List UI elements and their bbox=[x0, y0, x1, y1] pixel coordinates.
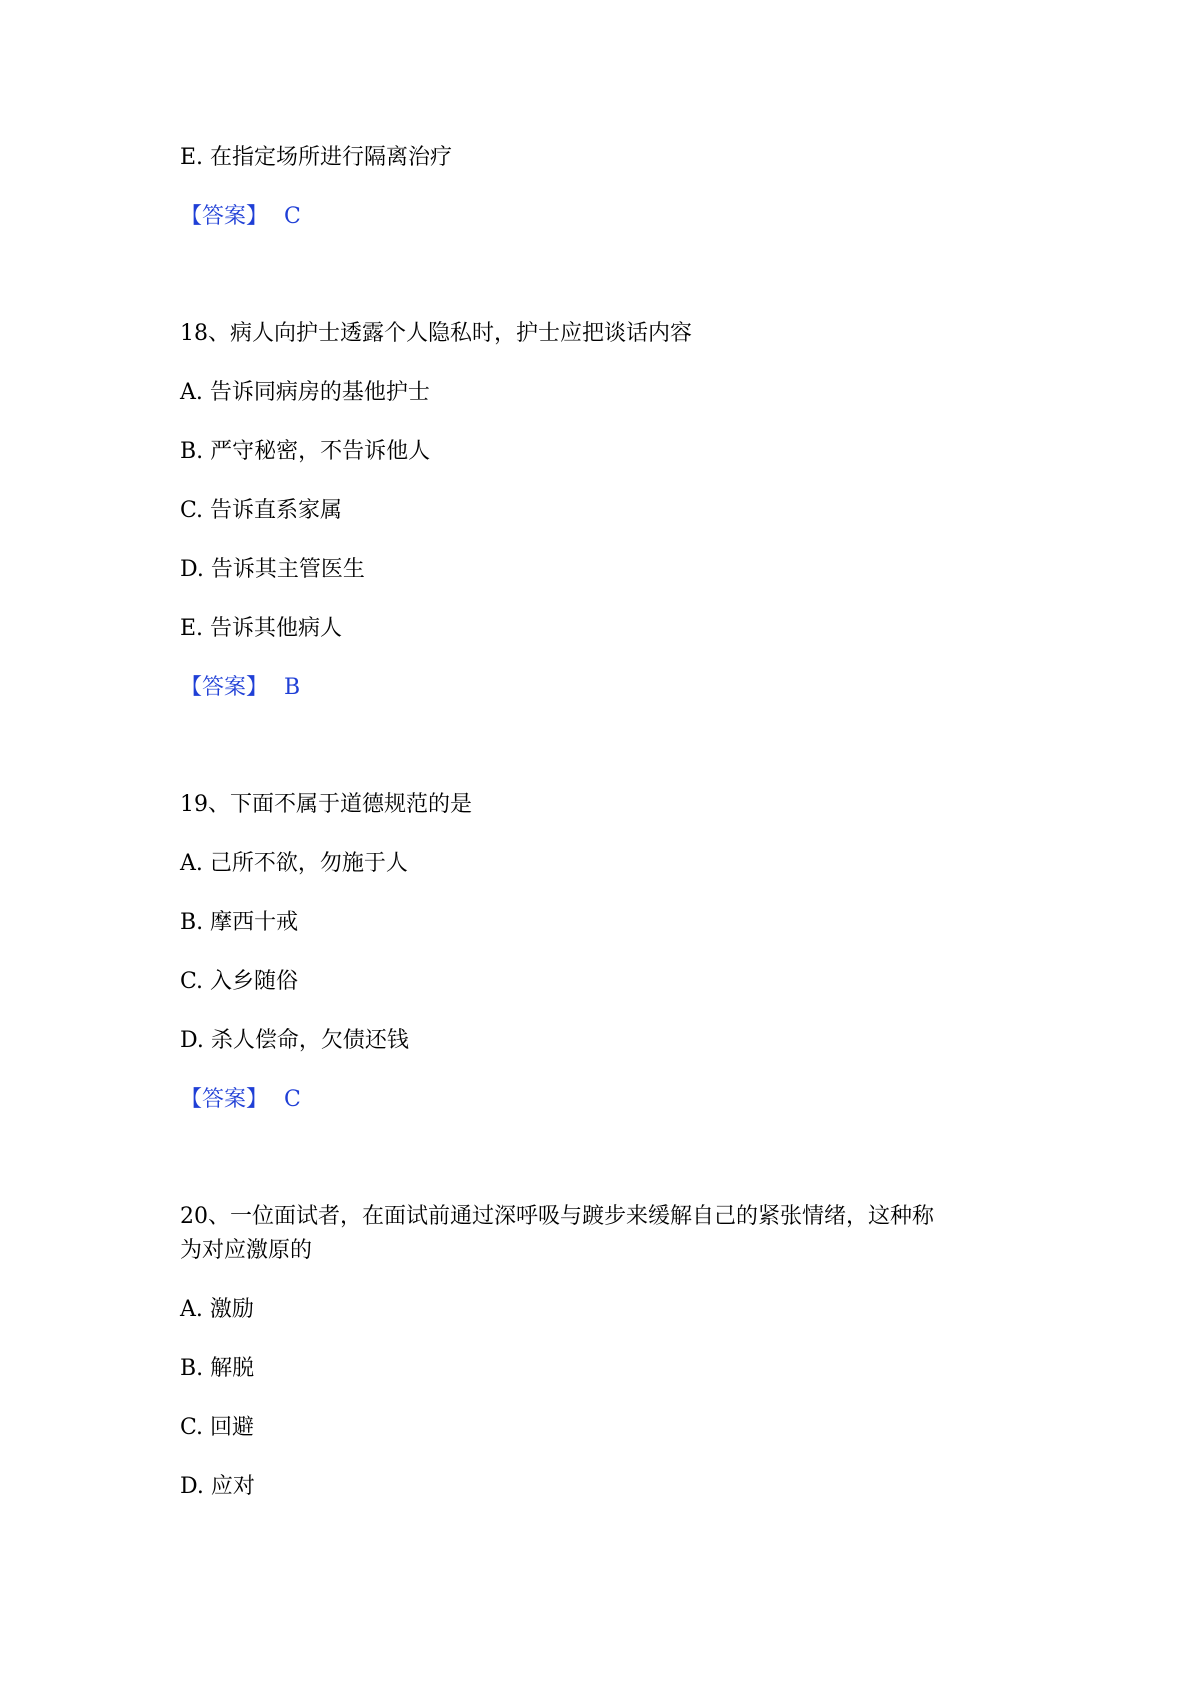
q19-option-b: B. 摩西十戒 bbox=[180, 910, 299, 935]
q19-option-d: D. 杀人偿命，欠债还钱 bbox=[180, 1028, 409, 1053]
answer-label: 【答案】 bbox=[180, 1087, 269, 1112]
q20-option-b: B. 解脱 bbox=[180, 1356, 255, 1381]
q19-answer bbox=[180, 1085, 301, 1115]
q19-stem: 19、下面不属于道德规范的是 bbox=[180, 792, 472, 817]
q18-option-b: B. 严守秘密，不告诉他人 bbox=[180, 439, 431, 464]
q17-answer bbox=[180, 202, 301, 232]
answer-label: 【答案】 bbox=[180, 204, 269, 229]
answer-value: C bbox=[284, 1087, 301, 1112]
q18-option-e: E. 告诉其他病人 bbox=[180, 616, 343, 641]
q20-stem-line1: 20、一位面试者，在面试前通过深呼吸与踱步来缓解自己的紧张情绪，这种称 bbox=[180, 1204, 934, 1229]
q18-option-c: C. 告诉直系家属 bbox=[180, 498, 343, 523]
q18-answer bbox=[180, 673, 300, 703]
q19-option-c: C. 入乡随俗 bbox=[180, 969, 299, 994]
q18-option-d: D. 告诉其主管医生 bbox=[180, 557, 365, 582]
q20-stem-line2: 为对应激原的 bbox=[180, 1238, 313, 1263]
answer-label: 【答案】 bbox=[180, 675, 269, 700]
q20-option-c: C. 回避 bbox=[180, 1415, 255, 1440]
q20-option-d: D. 应对 bbox=[180, 1474, 255, 1499]
q18-stem: 18、病人向护士透露个人隐私时，护士应把谈话内容 bbox=[180, 321, 692, 346]
q19-option-a: A. 己所不欲，勿施于人 bbox=[180, 851, 408, 876]
q17-option-e: E. 在指定场所进行隔离治疗 bbox=[180, 145, 453, 170]
answer-value: C bbox=[284, 204, 301, 229]
q18-option-a: A. 告诉同病房的基他护士 bbox=[180, 380, 430, 405]
q20-option-a: A. 激励 bbox=[180, 1297, 254, 1322]
answer-value: B bbox=[284, 675, 301, 700]
